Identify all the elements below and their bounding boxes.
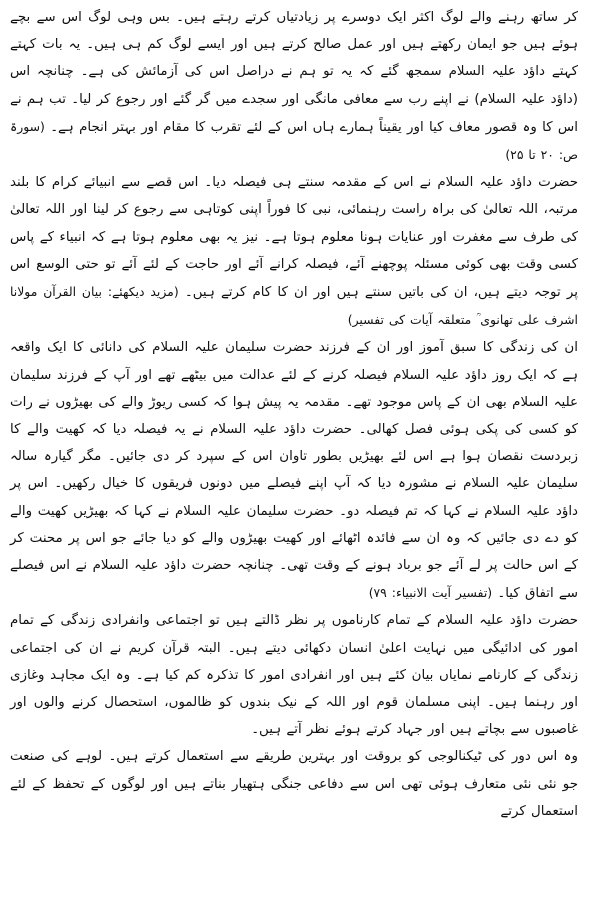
paragraph-3 (10, 334, 578, 607)
further-reading-reference: (مزید دیکھئے: بیان القرآن مولانا اشرف علی تھانوی ؒ متعلقہ آیات کی تفسیر) (10, 284, 578, 328)
paragraph-4 (10, 607, 578, 743)
paragraph-1-text: کر ساتھ رہنے والے لوگ اکثر ایک دوسرے پر زیادتیاں کرتے رہتے ہیں۔ بس وہی لوگ اس سے بچے ہوئے ہیں جو ایمان رکھتے ہیں اور عمل صالح کرتے ہیں اور ایسے لوگ کم ہی ہیں۔ یہ بات کہتے کہتے داؤد علیہ السلام سمجھ گئے کہ یہ تو ہم نے دراصل اس کی آزمائش کی ہے۔ چنانچہ اس (داؤد علیہ السلام) نے اپنے رب سے معافی مانگی اور سجدے میں گر گئے اور رجوع کر لیا۔ تب ہم نے اس کا وہ قصور معاف کیا اور یقیناً ہمارے ہاں اس کے لئے تقرب کا مقام اور بہتر انجام ہے۔ (10, 10, 578, 135)
paragraph-3-text: ان کی زندگی کا سبق آموز اور ان کے فرزند حضرت سلیمان علیہ السلام کی دانائی کا ایک واقعہ ہے کہ ایک روز داؤد علیہ السلام فیصلہ کرنے کے لئے عدالت میں بیٹھے تھے اور آپ کے فرزند سلیمان علیہ السلام بھی ان کے پاس موجود تھے۔ مقدمہ یہ پیش ہوا کہ کسی ریوڑ والے کی بھیڑوں نے رات کو کسی کی پکی ہوئی فصل کھالی۔ حضرت داؤد علیہ السلام نے یہ فیصلہ دیا کہ کھیت والے کا زبردست نقصان ہوا ہے اس لئے بھیڑیں بطور تاوان اس کے سپرد کر دی جائیں۔ مگر گیارہ سالہ سلیمان علیہ السلام نے مشورہ دیا کہ آپ اپنے فیصلے میں دونوں فریقوں کا خیال رکھیں۔ اس پر داؤد علیہ السلام نے کہا کہ تم فیصلہ دو۔ حضرت سلیمان علیہ السلام نے کہا کہ بھیڑیں کھیت والے کو دے دی جائیں کہ وہ ان سے فائدہ اٹھائے اور کھیت بھیڑوں والے کو دیا جائے جو اس پر محنت کر کے اس حالت پر لے آئے جو برباد ہونے کے وقت تھی۔ چنانچہ حضرت داؤد علیہ السلام نے اس فیصلے سے اتفاق کیا۔ (10, 340, 578, 602)
paragraph-5-text: وہ اس دور کی ٹیکنالوجی کو بروقت اور بہترین طریقے سے استعمال کرتے ہیں۔ لوہے کی صنعت جو نئی نئی متعارف ہوئی تھی اس سے دفاعی جنگی ہتھیار بناتے ہیں اور لوگوں کے تحفظ کے لئے استعمال کرتے (10, 749, 578, 819)
paragraph-2-text: حضرت داؤد علیہ السلام نے اس کے مقدمہ سنتے ہی فیصلہ دیا۔ اس قصے سے انبیائے کرام کا بلند مرتبہ، اللہ تعالیٰ کی براہ راست رہنمائی، نبی کا فوراً اپنی کوتاہی سے رجوع کر لینا اور اللہ تعالیٰ کی طرف سے مغفرت اور عنایات ہونا معلوم ہوتا ہے۔ نیز یہ بھی معلوم ہوتا ہے کہ انبیاء کے پاس کسی وقت بھی کوئی مسئلہ پوچھنے آئے، فیصلہ کرانے آئے اور حاجت کے لئے آئے تو حتی الوسع اس پر توجہ دیتے ہیں، ان کی باتیں سنتے ہیں اور ان کا کام کرتے ہیں۔ (10, 175, 578, 301)
surah-reference: (سورۃ ص: ۲۰ تا ۲۵) (10, 118, 578, 163)
tafsir-reference: (تفسیر آیت الانبیاء: ۷۹) (368, 585, 493, 601)
paragraph-4-text: حضرت داؤد علیہ السلام کے تمام کارناموں پر نظر ڈالتے ہیں تو اجتماعی وانفرادی زندگی کے تمام امور کی ادائیگی میں نہایت اعلیٰ انسان دکھائی دیتے ہیں۔ البتہ قرآن کریم نے ان کی اجتماعی زندگی کے کارنامے نمایاں بیان کئے ہیں اور انفرادی امور کا تذکرہ کم کیا ہے۔ وہ ایک مجاہد وغازی اور رہنما ہیں۔ اپنی مسلمان قوم اور اللہ کے نیک بندوں کو ظالموں، استحصال کرنے والوں اور غاصبوں سے بچاتے ہیں اور جہاد کرتے ہوئے نظر آتے ہیں۔ (10, 613, 578, 738)
paragraph-2 (10, 169, 578, 334)
paragraph-1 (10, 4, 578, 169)
paragraph-5 (10, 743, 578, 825)
